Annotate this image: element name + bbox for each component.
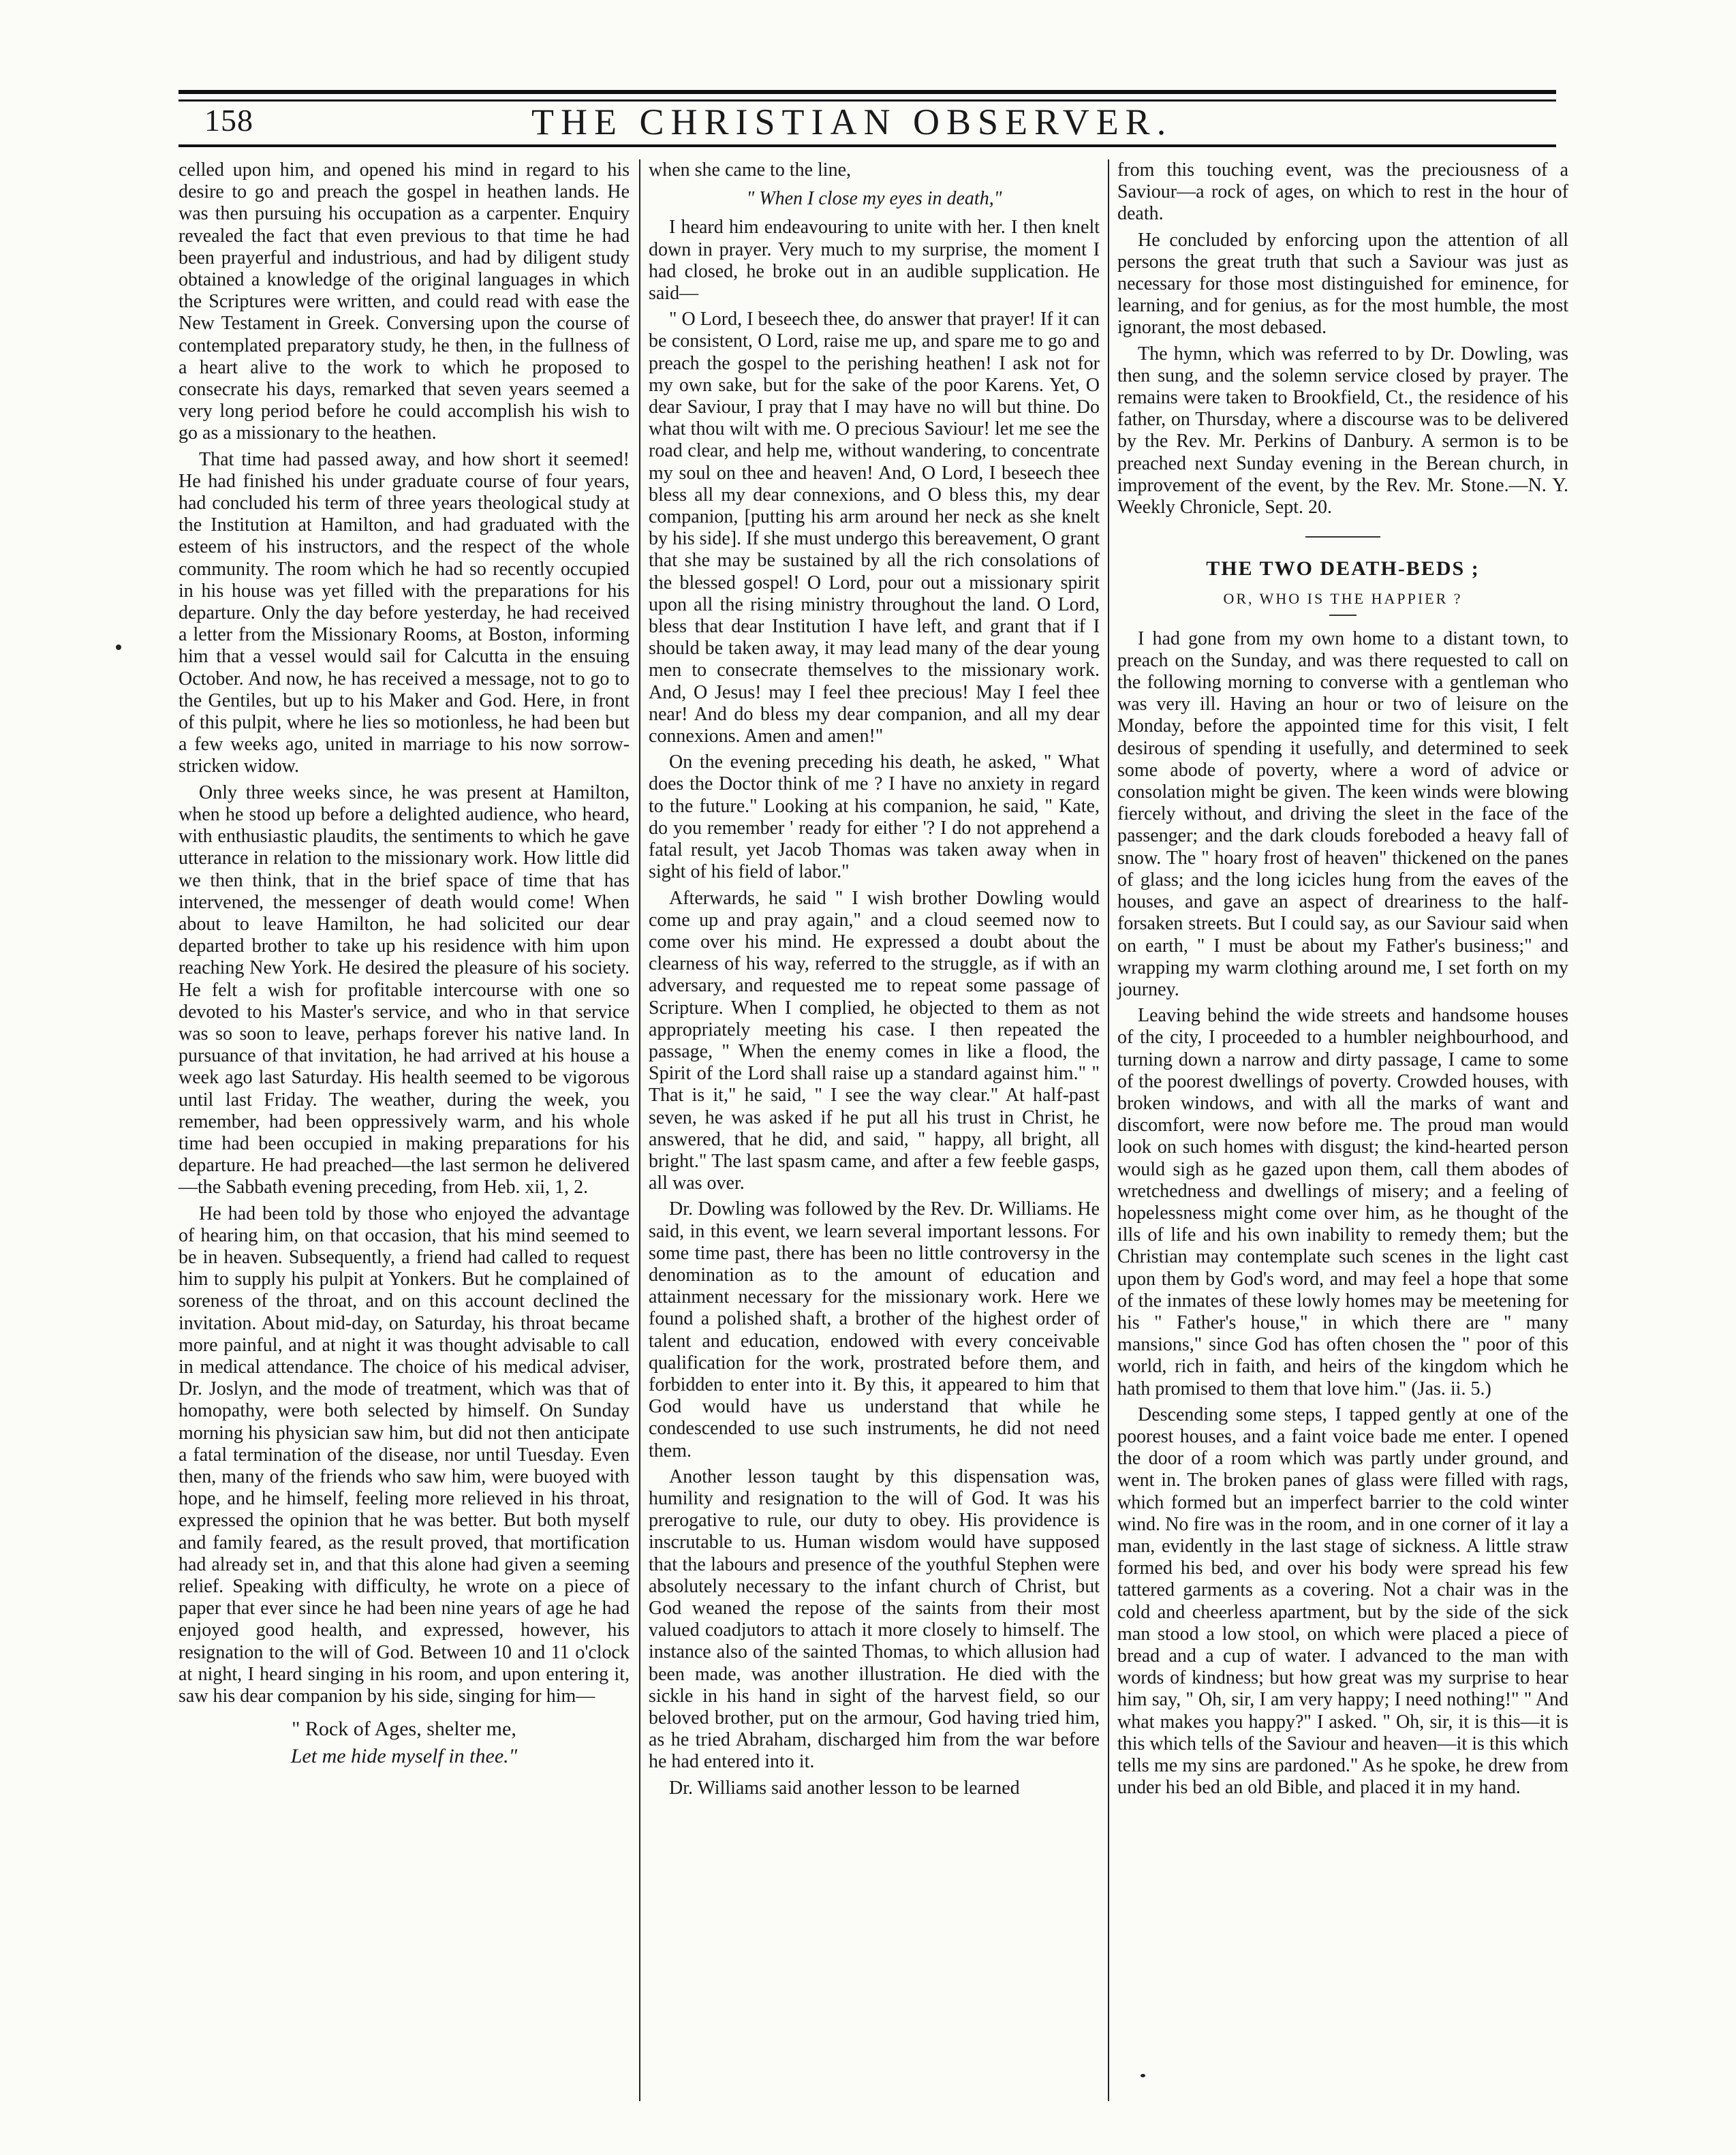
paragraph: He concluded by enforcing upon the attention of all persons the great truth that such a Saviour was just as necessary for those most distinguished for eminence, for learning, and for genius, as for the most humble, the most ignorant, the most debased. xyxy=(1117,229,1568,339)
column-3 xyxy=(1117,159,1568,1803)
journal-title: THE CHRISTIAN OBSERVER. xyxy=(531,102,1173,142)
paragraph: Dr. Dowling was followed by the Rev. Dr. Williams. He said, in this event, we learn several important lessons. For some time past, there has been no little controversy in the denomination as to the amount of education and attainment necessary for the missionary work. Here we found a polished shaft, a brother of the highest order of talent and education, endowed with every conceivable qualification for the work, prostrated before them, and forbidden to enter into it. By this, it appeared to him that God would have us understand that while he condescended to use such instruments, he did not need them. xyxy=(649,1198,1100,1461)
column-2 xyxy=(649,159,1100,1803)
paragraph: I heard him endeavouring to unite with her. I then knelt down in prayer. Very much to my surprise, the moment I had closed, he broke out in an audible supplication. He said— xyxy=(649,217,1100,305)
paragraph: Another lesson taught by this dispensation was, humility and resignation to the will of God. It was his prerogative to rule, our duty to obey. His providence is inscrutable to us. Human wisdom would have supposed that the labours and presence of the youthful Stephen were absolutely necessary to the infant church of Christ, but God weaned the repose of the saints from their most valued coadjutors to attach it more closely to himself. The instance also of the sainted Thomas, to which allusion had been made, was another illustration. He died with the sickle in his hand in sight of the harvest field, so our beloved brother, put on the armour, God having tried him, as he tried Abraham, discharged him from the war before he had entered into it. xyxy=(649,1466,1100,1773)
section-divider xyxy=(1305,536,1380,538)
paragraph: That time had passed away, and how short it seemed! He had finished his under graduate course of four years, had concluded his term of three years theological study at the Institution at Hamilton, and had graduated with the esteem of his instructors, and the respect of the whole community. The room which he had so recently occupied in his house was yet filled with the preparations for his departure. Only the day before yesterday, he had received a letter from the Missionary Rooms, at Boston, informing him that a vessel would sail for Calcutta in the ensuing October. And now, he has received a message, not to go to the Gentiles, but up to his Maker and God. Here, in front of this pulpit, where he lies so motionless, he had been but a few weeks ago, united in marriage to his now sorrow-stricken widow. xyxy=(179,448,630,777)
bottom-speck xyxy=(1141,2074,1145,2077)
section-title: THE TWO DEATH-BEDS ; xyxy=(1206,557,1480,580)
column-rule-1 xyxy=(639,159,640,2101)
paragraph: On the evening preceding his death, he asked, " What does the Doctor think of me ? I have no anxiety in regard to the future." Looking at his companion, he said, " Kate, do you remember ' ready for either '? I do not apprehend a fatal result, yet Jacob Thomas was taken away when in sight of his field of labor." xyxy=(649,751,1100,883)
verse-line: Let me hide myself in thee." xyxy=(290,1745,518,1768)
paragraph: celled upon him, and opened his mind in regard to his desire to go and preach the gospel in heathen lands. He was then pursuing his occupation as a carpenter. Enquiry revealed the fact that even previous to that time he had been prayerful and industrious, and had by diligent study obtained a knowledge of the original languages in which the Scriptures were written, and could read with ease the New Testament in Greek. Conversing upon the course of contemplated preparatory study, he then, in the fullness of a heart alive to the work to which he proposed to consecrate his days, remarked that seven years seemed a very long period before he could accomplish his wish to go as a missionary to the heathen. xyxy=(179,159,630,444)
section-subtitle: OR, WHO IS THE HAPPIER ? xyxy=(1223,590,1463,608)
header-rule xyxy=(179,144,1556,147)
verse-line: " When I close my eyes in death," xyxy=(746,188,1002,210)
paragraph: Afterwards, he said " I wish brother Dowling would come up and pray again," and a cloud seemed now to come over his mind. He expressed a doubt about the clearness of his way, referred to the struggle, as if with an adversary, and requested me to repeat some passage of Scripture. When I complied, he objected to them as not appropriately meeting his case. I then repeated the passage, " When the enemy comes in like a flood, the Spirit of the Lord shall raise up a standard against him." " That is it," he said, " I see the way clear." At half-past seven, he was asked if he put all his trust in Christ, he answered, that he did, and said, " happy, all bright, all bright." The last spasm came, and after a few feeble gasps, all was over. xyxy=(649,887,1100,1194)
paragraph: Only three weeks since, he was present at Hamilton, when he stood up before a delighted audience, who heard, with enthusiastic plaudits, the sentiments to which he gave utterance in relation to the missionary work. How little did we then think, that in the brief space of time that has intervened, the messenger of death would come! When about to leave Hamilton, he had solicited our dear departed brother to take up his residence with him upon reaching New York. He desired the pleasure of his society. He felt a wish for profitable intercourse with one so devoted to his Master's service, and who in that service was so soon to leave, perhaps forever his native land. In pursuance of that invitation, he had arrived at his house a week ago last Saturday. His health seemed to be vigorous until last Friday. The weather, during the week, you remember, had been oppressively warm, and his whole time had been occupied in making preparations for his departure. He had preached—the last sermon he delivered—the Sabbath evening preceding, from Heb. xii, 1, 2. xyxy=(179,781,630,1198)
paragraph: " O Lord, I beseech thee, do answer that prayer! If it can be consistent, O Lord, raise me up, and spare me to go and preach the gospel to the perishing heathen! I ask not for my own sake, but for the sake of the poor Karens. Yet, O dear Saviour, I pray that I may have no will but thine. Do what thou wilt with me. O precious Saviour! let me see the road clear, and help me, without wandering, to concentrate my soul on thee and heaven! And, O Lord, I beseech thee bless all my dear connexions, and O bless this, my dear companion, [putting his arm around her neck as she knelt by his side]. If she must undergo this bereavement, O grant that she may be sustained by all the rich consolations of the blessed gospel! O Lord, pour out a missionary spirit upon all the rising ministry throughout the land. O Lord, bless that dear Institution I have left, and grant that if I should be taken away, it may lead many of the dear young men to consecrate themselves to the missionary work. And, O Jesus! may I feel thee precious! May I feel thee near! And do bless my dear companion, and all my dear connexions. Amen and amen!" xyxy=(649,309,1100,747)
column-1 xyxy=(179,159,630,1770)
top-rule-thick xyxy=(179,90,1556,94)
paragraph: Leaving behind the wide streets and handsome houses of the city, I proceeded to a humbler neighbourhood, and turning down a narrow and dirty passage, I came to some of the poorest dwellings of poverty. Crowded houses, with broken windows, and with all the marks of want and discomfort, were now before me. The proud man would look on such homes with disgust; the kind-hearted person would sigh as he gazed upon them, call them abodes of wretchedness and dwellings of misery; and a feeling of hopelessness might come over him, as he thought of the ills of life and his own inability to remedy them; but the Christian may contemplate such scenes in the light cast upon them by God's word, and may feel a hope that some of the inmates of these lowly homes may be meetening for his " Father's house," in which there are " many mansions," since God has often chosen the " poor of this world, rich in faith, and heirs of the kingdom which he hath promised to them that love him." (Jas. ii. 5.) xyxy=(1117,1005,1568,1399)
margin-speck xyxy=(116,645,121,650)
verse-line: " Rock of Ages, shelter me, xyxy=(292,1718,516,1741)
page-number: 158 xyxy=(204,103,253,138)
paragraph: The hymn, which was referred to by Dr. Dowling, was then sung, and the solemn service closed by prayer. The remains were taken to Brookfield, Ct., the residence of his father, on Thursday, where a discourse was to be delivered by the Rev. Mr. Perkins of Danbury. A sermon is to be preached next Sunday evening in the Berean church, in improvement of the event, by the Rev. Mr. Stone.—N. Y. Weekly Chronicle, Sept. 20. xyxy=(1117,343,1568,518)
subtitle-divider xyxy=(1329,615,1357,616)
paragraph: I had gone from my own home to a distant town, to preach on the Sunday, and was there requested to call on the following morning to converse with a gentleman who was very ill. Having an hour or two of leisure on the Monday, before the appointed time for this visit, I felt desirous of spending it usefully, and determined to seek some abode of poverty, where a word of advice or consolation might be given. The keen winds were blowing fiercely without, and driving the sleet in the face of the passenger; and the dark clouds foreboded a heavy fall of snow. The " hoary frost of heaven" thickened on the panes of glass; and the long icicles hung from the eaves of the houses, and gave an aspect of dreariness to the half-forsaken streets. But I could say, as our Saviour said when on earth, " I must be about my Father's business;" and wrapping my warm clothing around me, I set forth on my journey. xyxy=(1117,627,1568,1000)
paragraph: from this touching event, was the preciousness of a Saviour—a rock of ages, on which to rest in the hour of death. xyxy=(1117,159,1568,225)
paragraph: Descending some steps, I tapped gently at one of the poorest houses, and a faint voice bade me enter. I opened the door of a room which was partly under ground, and went in. The broken panes of glass were filled with rags, which formed but an imperfect barrier to the cold winter wind. No fire was in the room, and in one corner of it lay a man, evidently in the last stage of sickness. A little straw formed his bed, and over his body were spread his few tattered garments as a covering. Not a chair was in the cold and cheerless apartment, but by the side of the sick man stood a low stool, on which were placed a piece of bread and a cup of water. I advanced to the man with words of kindness; but how great was my surprise to hear him say, " Oh, sir, I am very happy; I need nothing!" " And what makes you happy?" I asked. " Oh, sir, it is this—it is this which tells of the Saviour and heaven—it is this which tells me my sins are pardoned." As he spoke, he drew from under his bed an old Bible, and placed it in my hand. xyxy=(1117,1404,1568,1799)
paragraph: Dr. Williams said another lesson to be learned xyxy=(669,1777,1020,1799)
paragraph: He had been told by those who enjoyed the advantage of hearing him, on that occasion, that his mind seemed to be in heaven. Subsequently, a friend had called to request him to supply his pulpit at Yonkers. But he complained of soreness of the throat, and on this account declined the invitation. About mid-day, on Saturday, his throat became more painful, and at night it was thought advisable to call in medical attendance. The choice of his medical adviser, Dr. Joslyn, and the mode of treatment, which was that of homopathy, were both selected by himself. On Sunday morning his physician saw him, but did not then anticipate a fatal termination of the disease, nor until Tuesday. Even then, many of the friends who saw him, were buoyed with hope, and he himself, feeling more relieved in his throat, expressed the opinion that he was better. But both myself and family feared, as the result proved, that mortification had already set in, and that this alone had given a seeming relief. Speaking with difficulty, he wrote on a piece of paper that ever since he had been nine years of age he had enjoyed good health, and expressed, however, his resignation to the will of God. Between 10 and 11 o'clock at night, I heard singing in his room, and upon entering it, saw his dear companion by his side, singing for him— xyxy=(179,1203,630,1707)
column-rule-2 xyxy=(1108,159,1109,2101)
paragraph: when she came to the line, xyxy=(649,159,852,181)
